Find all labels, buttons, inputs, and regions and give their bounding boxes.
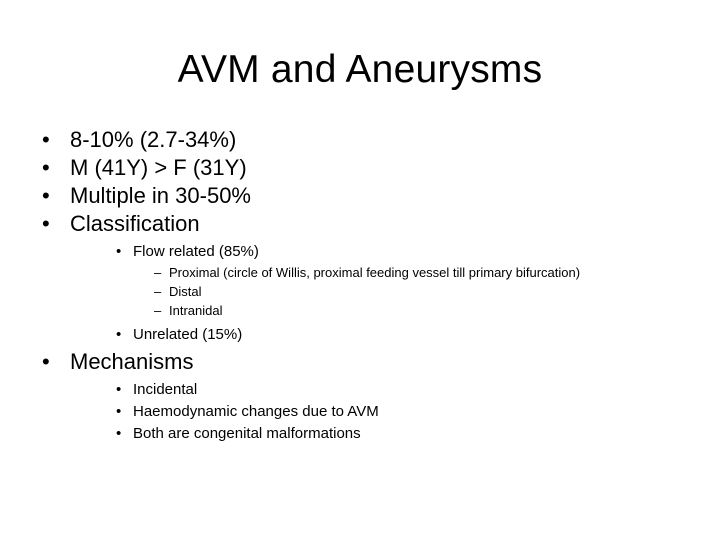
bullet-text: 8-10% (2.7-34%) [70, 127, 237, 152]
sub-bullet-text: Incidental [133, 381, 198, 398]
sub-bullet-item [42, 401, 702, 423]
bullet-marker: • [116, 243, 122, 260]
bullet-list [42, 126, 702, 445]
bullet-marker: • [116, 381, 122, 398]
bullet-marker: • [42, 183, 50, 208]
sub-sub-bullet-text: Distal [169, 284, 202, 299]
sub-sub-bullet-text: Intranidal [169, 303, 223, 318]
sub-bullet-text: Flow related (85%) [133, 243, 259, 260]
sub-bullet-text: Haemodynamic changes due to AVM [133, 403, 379, 420]
sub-bullet-item [42, 379, 702, 401]
sub-bullet-item [42, 423, 702, 445]
sub-sub-bullet-item [42, 282, 702, 301]
sub-bullet-item [42, 241, 702, 263]
sub-bullet-text: Unrelated (15%) [133, 326, 243, 343]
bullet-marker: • [42, 211, 50, 236]
bullet-marker: • [42, 349, 50, 374]
sub-bullet-item [42, 324, 702, 346]
bullet-marker: • [116, 403, 122, 420]
dash-marker: – [154, 284, 162, 299]
sub-sub-bullet-text: Proximal (circle of Willis, proximal feeding vessel till primary bifurcation) [169, 265, 581, 280]
bullet-marker: • [42, 127, 50, 152]
bullet-item [42, 182, 702, 210]
bullet-item [42, 154, 702, 182]
bullet-item [42, 348, 702, 376]
bullet-marker: • [116, 326, 122, 343]
sub-bullet-text: Both are congenital malformations [133, 425, 361, 442]
bullet-text: Multiple in 30-50% [70, 183, 251, 208]
bullet-text: Classification [70, 211, 200, 236]
bullet-item [42, 126, 702, 154]
sub-sub-bullet-item [42, 263, 702, 282]
sub-sub-bullet-item [42, 301, 702, 320]
bullet-marker: • [116, 425, 122, 442]
bullet-text: Mechanisms [70, 349, 194, 374]
dash-marker: – [154, 303, 162, 318]
dash-marker: – [154, 265, 162, 280]
bullet-text: M (41Y) > F (31Y) [70, 155, 247, 180]
slide-title: AVM and Aneurysms [177, 48, 543, 91]
bullet-item [42, 210, 702, 238]
bullet-marker: • [42, 155, 50, 180]
